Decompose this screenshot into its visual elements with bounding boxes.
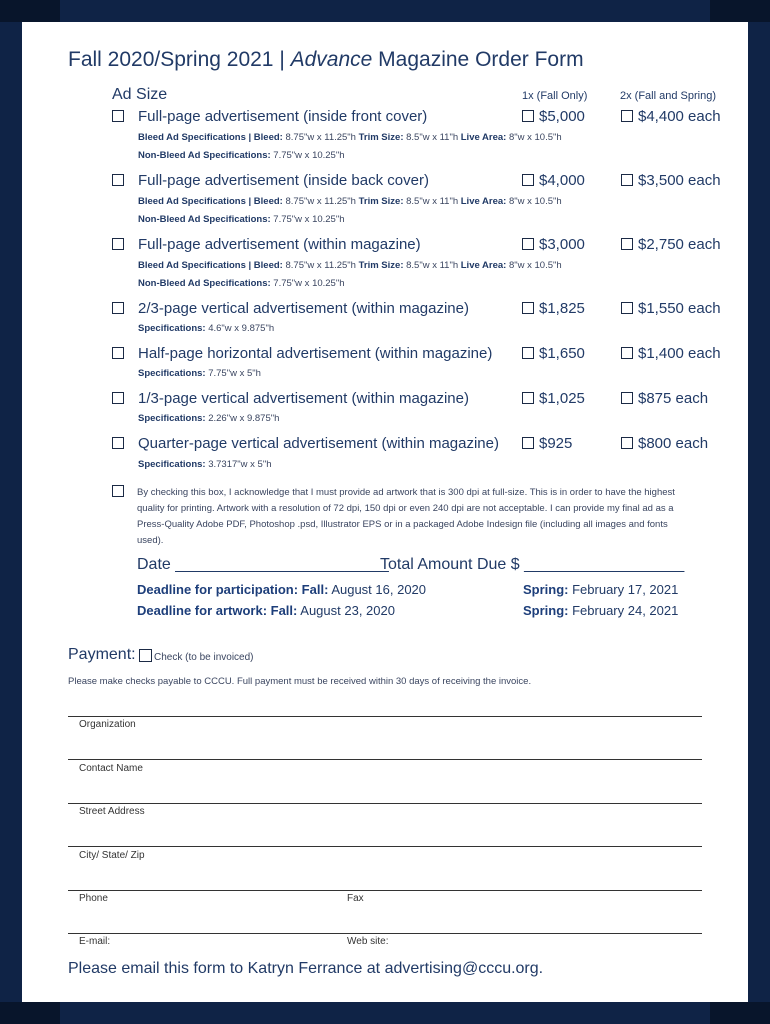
website-label: Web site: (347, 936, 389, 947)
ad-checkbox[interactable] (112, 437, 124, 449)
email-instructions: Please email this form to Katryn Ferrance at advertising@cccu.org. (68, 960, 544, 977)
price-2x-checkbox[interactable] (621, 238, 633, 250)
ad-spec: Specifications: 2.26"w x 9.875"h (138, 413, 280, 424)
col-heading-1x: 1x (Fall Only) (522, 90, 588, 102)
ad-spec-nonbleed: Non-Bleed Ad Specifications: 7.75"w x 10.25"h (138, 278, 345, 289)
price-2x: $875 each (638, 390, 709, 407)
ad-checkbox[interactable] (112, 174, 124, 186)
date-field[interactable]: Date ________________________ (137, 556, 389, 573)
deadline-artwork-spring: Spring: February 24, 2021 (523, 603, 679, 618)
price-1x: $1,650 (539, 345, 585, 362)
price-2x-checkbox[interactable] (621, 392, 633, 404)
frame-corner (0, 0, 60, 22)
email-website-line[interactable] (68, 933, 702, 934)
city-state-zip-label: City/ State/ Zip (79, 850, 145, 861)
price-2x-checkbox[interactable] (621, 110, 633, 122)
price-2x-checkbox[interactable] (621, 174, 633, 186)
organization-label: Organization (79, 719, 136, 730)
ad-checkbox[interactable] (112, 238, 124, 250)
ad-size-heading: Ad Size (112, 86, 168, 103)
price-1x-checkbox[interactable] (522, 347, 534, 359)
fax-label: Fax (347, 893, 364, 904)
acknowledgement-text: By checking this box, I acknowledge that I must provide ad artwork that is 300 dpi at full-size. This is in order to have the highest quality for printing. Artwork with a resolution of 72 dpi, 150 dpi or even 240 dpi are not acceptable. I can provide my final ad as a Press-Quality Adobe PDF, Photoshop .psd, Illustrator EPS or in a packaged Adobe Indesign file (including all images and fonts used). (137, 487, 675, 546)
ad-label: Full-page advertisement (within magazine) (138, 236, 421, 253)
street-address-line[interactable] (68, 803, 702, 804)
deadline-participation-spring: Spring: February 17, 2021 (523, 582, 679, 597)
total-amount-field[interactable]: Total Amount Due $ __________________ (380, 556, 685, 573)
check-payment-checkbox[interactable] (139, 649, 152, 662)
city-state-zip-line[interactable] (68, 846, 702, 847)
street-address-label: Street Address (79, 806, 145, 817)
ad-label: 1/3-page vertical advertisement (within magazine) (138, 390, 469, 407)
ad-spec: Specifications: 4.6"w x 9.875"h (138, 323, 275, 334)
price-2x: $1,400 each (638, 345, 721, 362)
page-title: Fall 2020/Spring 2021 | Advance Magazine Order Form (68, 48, 584, 71)
price-2x: $1,550 each (638, 300, 721, 317)
price-2x: $3,500 each (638, 172, 721, 189)
payment-note: Please make checks payable to CCCU. Full payment must be received within 30 days of receiving the invoice. (68, 676, 532, 687)
acknowledgement-checkbox[interactable] (112, 485, 124, 497)
organization-line[interactable] (68, 716, 702, 717)
frame-corner (710, 1002, 770, 1024)
price-2x: $4,400 each (638, 108, 721, 125)
ad-checkbox[interactable] (112, 302, 124, 314)
price-1x: $925 (539, 435, 573, 452)
check-payment-label: Check (to be invoiced) (154, 652, 254, 663)
ad-checkbox[interactable] (112, 347, 124, 359)
ad-spec-bleed: Bleed Ad Specifications | Bleed: 8.75"w x 11.25"h Trim Size: 8.5"w x 11"h Live Area: 8"w x 10.5"h (138, 132, 562, 143)
ad-spec: Specifications: 3.7317"w x 5"h (138, 459, 272, 470)
deadline-artwork-fall: Deadline for artwork: Fall: August 23, 2020 (137, 603, 395, 618)
ad-label: 2/3-page vertical advertisement (within magazine) (138, 300, 469, 317)
price-2x-checkbox[interactable] (621, 437, 633, 449)
ad-label: Half-page horizontal advertisement (within magazine) (138, 345, 493, 362)
ad-spec-bleed: Bleed Ad Specifications | Bleed: 8.75"w x 11.25"h Trim Size: 8.5"w x 11"h Live Area: 8"w x 10.5"h (138, 260, 562, 271)
price-2x-checkbox[interactable] (621, 302, 633, 314)
payment-heading: Payment: (68, 646, 136, 663)
price-1x-checkbox[interactable] (522, 437, 534, 449)
col-heading-2x: 2x (Fall and Spring) (620, 90, 716, 102)
price-1x-checkbox[interactable] (522, 174, 534, 186)
price-1x-checkbox[interactable] (522, 392, 534, 404)
price-1x-checkbox[interactable] (522, 238, 534, 250)
ad-spec-nonbleed: Non-Bleed Ad Specifications: 7.75"w x 10.25"h (138, 150, 345, 161)
price-1x: $3,000 (539, 236, 585, 253)
price-1x-checkbox[interactable] (522, 110, 534, 122)
frame-corner (710, 0, 770, 22)
price-1x: $1,825 (539, 300, 585, 317)
ad-label: Full-page advertisement (inside back cover) (138, 172, 429, 189)
price-1x-checkbox[interactable] (522, 302, 534, 314)
ad-checkbox[interactable] (112, 110, 124, 122)
order-form-page (22, 22, 748, 1002)
ad-spec-bleed: Bleed Ad Specifications | Bleed: 8.75"w x 11.25"h Trim Size: 8.5"w x 11"h Live Area: 8"w x 10.5"h (138, 196, 562, 207)
ad-label: Full-page advertisement (inside front cover) (138, 108, 428, 125)
price-1x: $4,000 (539, 172, 585, 189)
price-2x: $2,750 each (638, 236, 721, 253)
ad-label: Quarter-page vertical advertisement (within magazine) (138, 435, 499, 452)
ad-spec: Specifications: 7.75"w x 5"h (138, 368, 261, 379)
price-1x: $5,000 (539, 108, 585, 125)
contact-name-line[interactable] (68, 759, 702, 760)
ad-spec-nonbleed: Non-Bleed Ad Specifications: 7.75"w x 10.25"h (138, 214, 345, 225)
email-label: E-mail: (79, 936, 111, 947)
price-1x: $1,025 (539, 390, 585, 407)
price-2x: $800 each (638, 435, 709, 452)
contact-name-label: Contact Name (79, 763, 143, 774)
deadline-participation-fall: Deadline for participation: Fall: August 16, 2020 (137, 582, 427, 597)
ad-checkbox[interactable] (112, 392, 124, 404)
phone-label: Phone (79, 893, 108, 904)
frame-corner (0, 1002, 60, 1024)
price-2x-checkbox[interactable] (621, 347, 633, 359)
phone-fax-line[interactable] (68, 890, 702, 891)
